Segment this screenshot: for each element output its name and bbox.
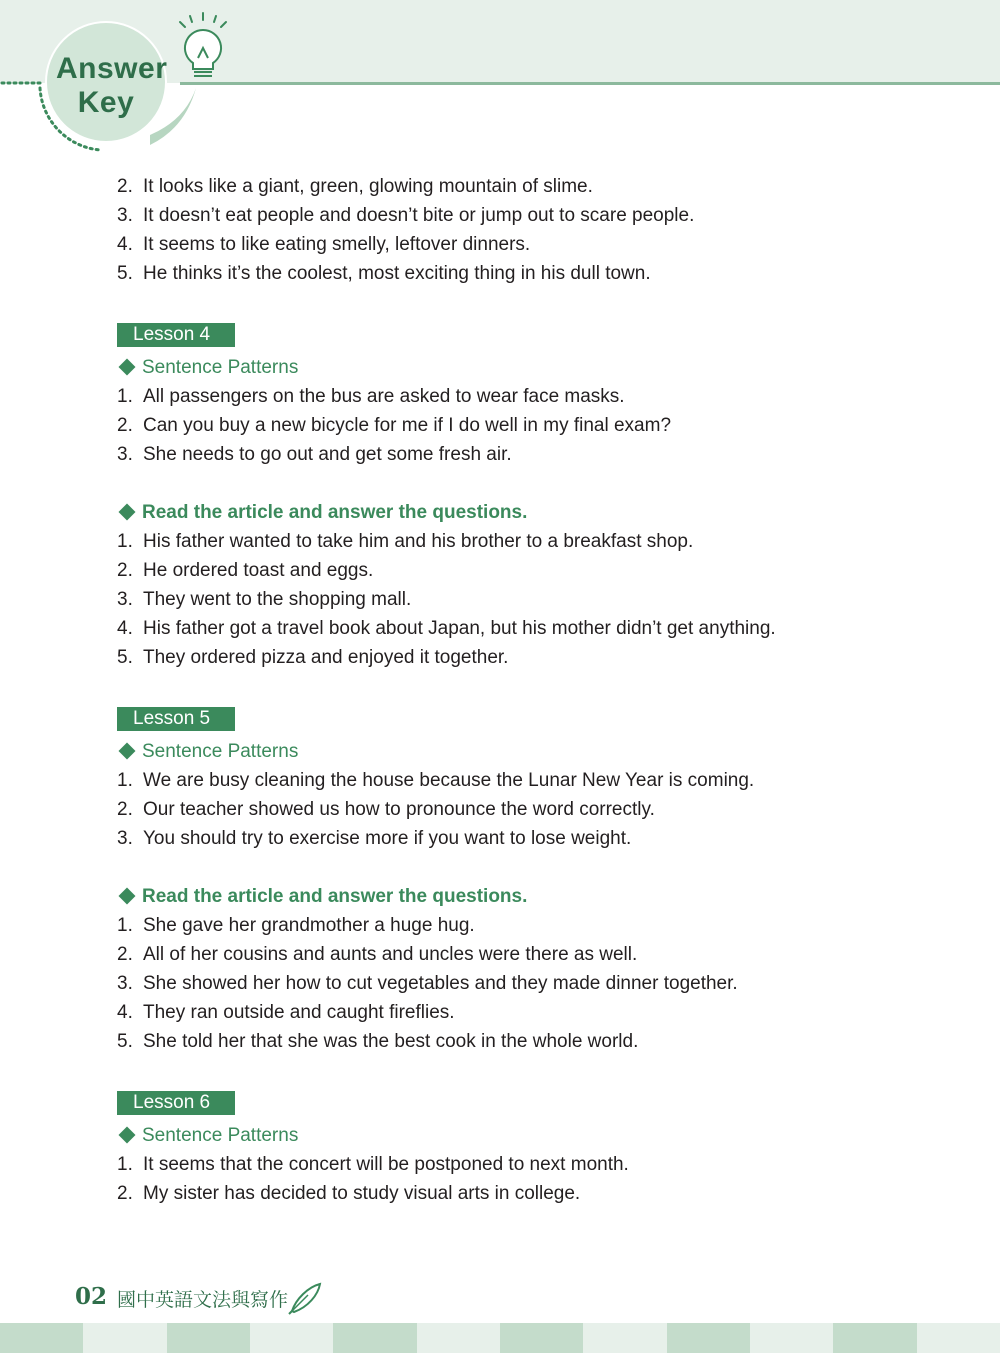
list-item: 2. My sister has decided to study visual arts in college. — [117, 1183, 581, 1204]
list-item: 3. She needs to go out and get some fresh air. — [117, 444, 512, 465]
diamond-bullet-icon — [119, 358, 136, 375]
lightbulb-icon — [180, 13, 226, 76]
title-line-answer: Answer — [56, 52, 168, 85]
section-heading: Sentence Patterns — [117, 737, 977, 766]
lesson-6-label: Lesson 6 — [117, 1091, 235, 1115]
section-heading: Read the article and answer the questions. — [117, 498, 977, 527]
list-item: 2. Can you buy a new bicycle for me if I do well in my final exam? — [117, 415, 672, 436]
list-item: 3. She showed her how to cut vegetables and they made dinner together. — [117, 973, 738, 994]
diamond-bullet-icon — [119, 887, 136, 904]
section-heading: Read the article and answer the questions. — [117, 882, 977, 911]
list-item: 4. His father got a travel book about Japan, but his mother didn’t get anything. — [117, 618, 776, 639]
section-heading: Sentence Patterns — [117, 353, 977, 382]
lesson-5-label: Lesson 5 — [117, 707, 235, 731]
list-item: 2. He ordered toast and eggs. — [117, 560, 374, 581]
diamond-bullet-icon — [119, 742, 136, 759]
list-item: 2. Our teacher showed us how to pronounce the word correctly. — [117, 799, 655, 820]
list-item: 3. You should try to exercise more if you want to lose weight. — [117, 828, 632, 849]
page-number: 02 — [75, 1283, 108, 1310]
list-item: 1. His father wanted to take him and his brother to a breakfast shop. — [117, 531, 694, 552]
list-item: 1. It seems that the concert will be postponed to next month. — [117, 1154, 629, 1175]
list-item: 4. It seems to like eating smelly, leftover dinners. — [117, 234, 531, 255]
pen-nib-icon — [286, 1281, 324, 1315]
diamond-bullet-icon — [119, 503, 136, 520]
list-item: 5. She told her that she was the best cook in the whole world. — [117, 1031, 639, 1052]
book-title: 國中英語文法與寫作 — [117, 1289, 289, 1311]
list-item: 4. They ran outside and caught fireflies. — [117, 1002, 455, 1023]
answer-content — [117, 172, 977, 1208]
list-item: 1. She gave her grandmother a huge hug. — [117, 915, 475, 936]
page-title — [56, 52, 168, 120]
list-item: 1. We are busy cleaning the house because the Lunar New Year is coming. — [117, 770, 755, 791]
list-item: 5. He thinks it’s the coolest, most exciting thing in his dull town. — [117, 263, 651, 284]
list-item: 1. All passengers on the bus are asked to wear face masks. — [117, 386, 625, 407]
header-rule — [180, 82, 1000, 85]
title-line-key: Key — [77, 86, 135, 119]
list-item: 3. They went to the shopping mall. — [117, 589, 412, 610]
lesson-4-label: Lesson 4 — [117, 323, 235, 347]
list-item: 3. It doesn’t eat people and doesn’t bite or jump out to scare people. — [117, 205, 695, 226]
list-item: 5. They ordered pizza and enjoyed it together. — [117, 647, 509, 668]
list-item: 2. It looks like a giant, green, glowing mountain of slime. — [117, 176, 593, 197]
list-item: 2. All of her cousins and aunts and uncles were there as well. — [117, 944, 638, 965]
section-heading: Sentence Patterns — [117, 1121, 977, 1150]
footer-stripe — [0, 1323, 1000, 1353]
diamond-bullet-icon — [119, 1126, 136, 1143]
